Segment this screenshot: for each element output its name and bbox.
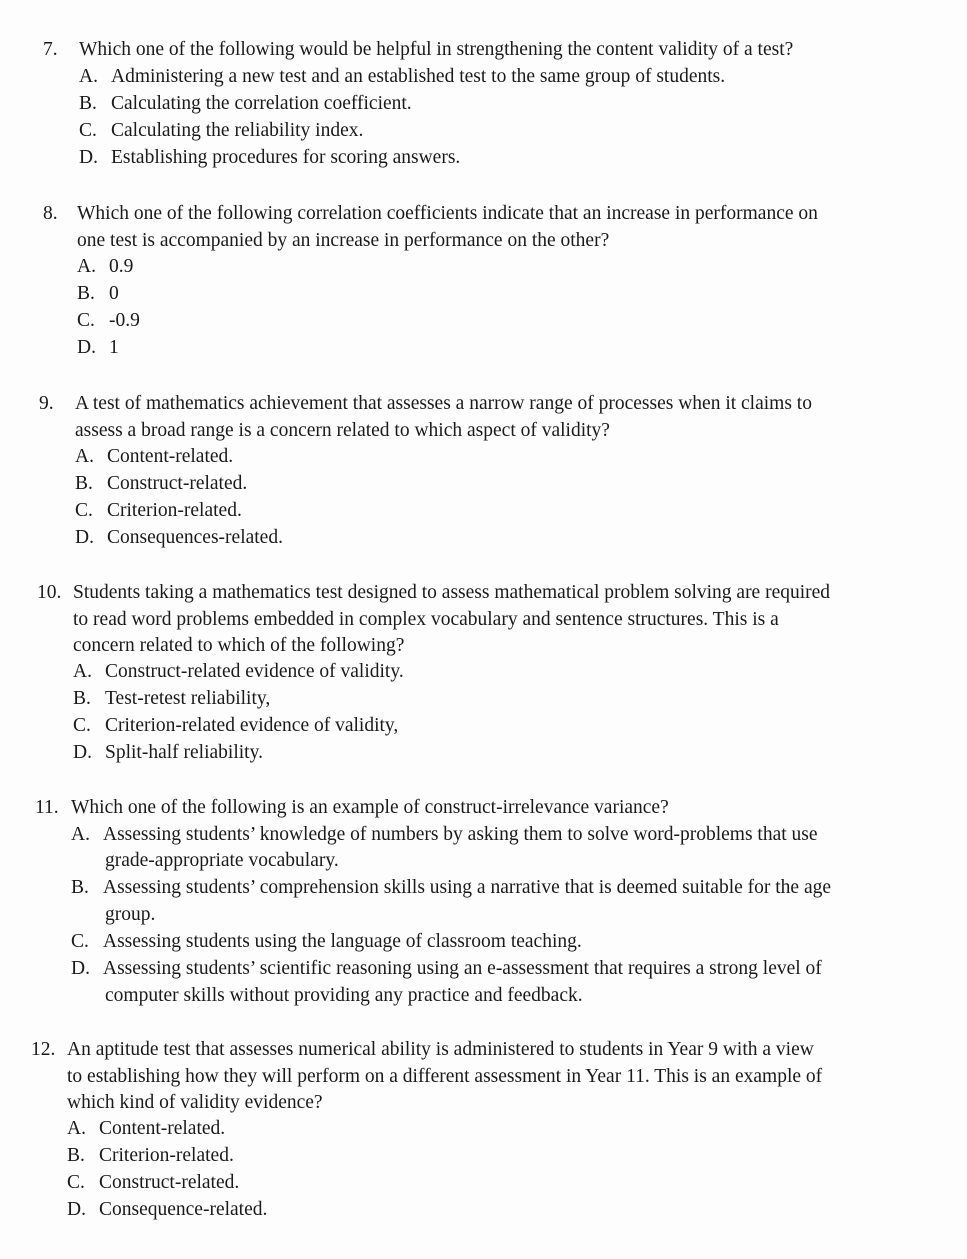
option-letter: C. <box>75 500 93 521</box>
option-text: Split-half reliability. <box>105 742 263 763</box>
option-text: Assessing students’ comprehension skills using a narrative that is deemed suitable for the age <box>103 877 832 898</box>
option-letter: A. <box>73 661 92 682</box>
option-text: Assessing students’ scientific reasoning using an e-assessment that requires a strong level of <box>103 958 822 979</box>
option-text: -0.9 <box>109 310 140 331</box>
option-letter: C. <box>71 931 89 952</box>
option-letter: A. <box>79 66 98 87</box>
question-number: 10. <box>37 582 62 603</box>
option-letter: A. <box>71 824 90 845</box>
question-stem-line: Students taking a mathematics test designed to assess mathematical problem solving are required <box>73 582 831 603</box>
answer-option[interactable] <box>75 444 233 470</box>
option-letter: D. <box>79 147 98 168</box>
option-letter: A. <box>75 446 94 467</box>
option-text: Administering a new test and an established test to the same group of students. <box>111 66 726 87</box>
question-number: 11. <box>35 797 59 818</box>
answer-option[interactable] <box>77 281 119 307</box>
option-letter: B. <box>79 93 97 114</box>
answer-option[interactable] <box>71 929 582 955</box>
answer-option[interactable] <box>67 1143 234 1169</box>
option-text: 0 <box>109 283 119 304</box>
answer-option[interactable] <box>67 1170 239 1196</box>
option-text: 1 <box>109 337 119 358</box>
option-letter: C. <box>77 310 95 331</box>
option-letter: B. <box>75 473 93 494</box>
question-stem-line: An aptitude test that assesses numerical ability is administered to students in Year 9 with a view <box>67 1039 814 1060</box>
option-letter: C. <box>67 1172 85 1193</box>
answer-option[interactable] <box>75 498 242 524</box>
question-stem-line: concern related to which of the following? <box>73 635 405 656</box>
option-text: Test-retest reliability, <box>105 688 271 709</box>
question-stem-line: to establishing how they will perform on a different assessment in Year 11. This is an example of <box>67 1066 823 1087</box>
option-text: Assessing students’ knowledge of numbers by asking them to solve word-problems that use <box>103 824 818 845</box>
option-letter: D. <box>73 742 92 763</box>
option-text: Criterion-related. <box>99 1145 234 1166</box>
option-text-continuation: grade-appropriate vocabulary. <box>105 850 339 871</box>
option-text: Calculating the reliability index. <box>111 120 364 141</box>
option-text: Establishing procedures for scoring answers. <box>111 147 461 168</box>
answer-option[interactable] <box>77 335 119 361</box>
answer-option[interactable] <box>71 875 831 901</box>
question-stem-line: Which one of the following is an example of construct-irrelevance variance? <box>71 797 669 818</box>
question-number: 8. <box>43 203 58 224</box>
option-letter: B. <box>77 283 95 304</box>
question-stem-line: Which one of the following would be helpful in strengthening the content validity of a test? <box>79 39 794 60</box>
answer-option[interactable] <box>77 308 140 334</box>
question-number: 7. <box>43 39 58 60</box>
option-letter: D. <box>75 527 94 548</box>
option-text: Consequences-related. <box>107 527 283 548</box>
option-letter: A. <box>67 1118 86 1139</box>
option-letter: C. <box>79 120 97 141</box>
answer-option[interactable] <box>71 822 818 848</box>
option-text-continuation: computer skills without providing any practice and feedback. <box>105 985 583 1006</box>
option-text: Criterion-related. <box>107 500 242 521</box>
option-letter: C. <box>73 715 91 736</box>
question-stem-line: one test is accompanied by an increase in performance on the other? <box>77 230 610 251</box>
option-text: Construct-related. <box>107 473 248 494</box>
answer-option[interactable] <box>73 686 270 712</box>
answer-option[interactable] <box>73 713 398 739</box>
answer-option[interactable] <box>79 145 460 171</box>
option-text: 0.9 <box>109 256 134 277</box>
option-letter: B. <box>67 1145 85 1166</box>
question-stem-line: Which one of the following correlation coefficients indicate that an increase in performance on <box>77 203 818 224</box>
option-text: Content-related. <box>99 1118 226 1139</box>
answer-option[interactable] <box>79 64 725 90</box>
option-letter: B. <box>71 877 89 898</box>
question-stem-line: to read word problems embedded in complex vocabulary and sentence structures. This is a <box>73 609 779 630</box>
option-letter: D. <box>77 337 96 358</box>
answer-option[interactable] <box>77 254 133 280</box>
option-text: Calculating the correlation coefficient. <box>111 93 412 114</box>
option-letter: D. <box>71 958 90 979</box>
question-number: 12. <box>31 1039 56 1060</box>
answer-option[interactable] <box>79 118 363 144</box>
question-stem-line: A test of mathematics achievement that assesses a narrow range of processes when it claims to <box>75 393 812 414</box>
answer-option[interactable] <box>75 525 283 551</box>
answer-option[interactable] <box>67 1197 267 1223</box>
option-letter: A. <box>77 256 96 277</box>
option-letter: D. <box>67 1199 86 1220</box>
answer-option[interactable] <box>67 1116 225 1142</box>
option-text: Content-related. <box>107 446 234 467</box>
question-stem-line: assess a broad range is a concern related to which aspect of validity? <box>75 420 610 441</box>
question-stem-line: which kind of validity evidence? <box>67 1092 323 1113</box>
option-text: Construct-related. <box>99 1172 240 1193</box>
answer-option[interactable] <box>71 956 822 982</box>
option-text: Criterion-related evidence of validity, <box>105 715 399 736</box>
answer-option[interactable] <box>73 740 263 766</box>
option-text: Construct-related evidence of validity. <box>105 661 404 682</box>
answer-option[interactable] <box>73 659 404 685</box>
answer-option[interactable] <box>79 91 412 117</box>
question-number: 9. <box>39 393 54 414</box>
option-text-continuation: group. <box>105 904 156 925</box>
option-letter: B. <box>73 688 91 709</box>
option-text: Consequence-related. <box>99 1199 268 1220</box>
option-text: Assessing students using the language of classroom teaching. <box>103 931 582 952</box>
answer-option[interactable] <box>75 471 247 497</box>
